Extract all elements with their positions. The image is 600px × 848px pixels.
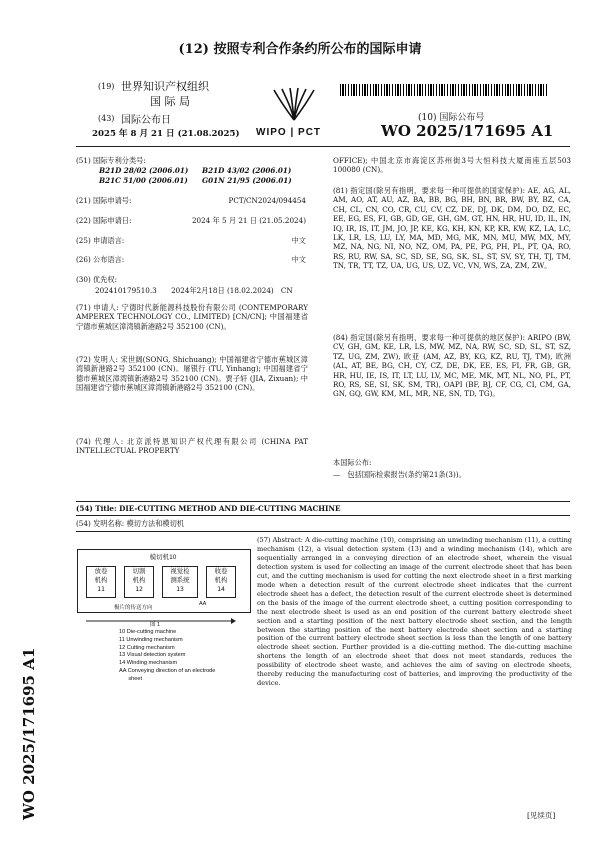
designated-states-81: (81) 指定国(除另有指明，要求每一种可提供的国家保护): AE, AG, AL, AM, AO, AT, AU, AZ, BA, BB, BG, BH, BN, BR, BW, BY, BZ, CA, CH, CL, CN, CO, CR, CU, CV, CZ, DE, DJ, DK, DM, DO, DZ, EC, EE, EG, ES, FI, GB, GD, GE, GH, GM, GT, HN, HR, HU, ID, IL, IN, IQ, IR, IS, IT, JM, JO, JP, KE, KG, KH, KN, KP, KR, KW, KZ, LA, LC, LK, LR, LS, LU, LY, MA, MD, MG, MK, MN, MU, MW, MX, MY, MZ, NA, NG, NI, NO, NZ, OM, PA, PE, PG, PH, PL, PT, QA, RO, RS, RU, RW, SA, SC, SD, SE, SG, SK, SL, ST, SV, SY, TH, TJ, TM, TN, TR, TT, TZ, UA, UG, US, UZ, VC, VN, WS, ZA, ZM, ZW。: [333, 186, 571, 271]
unit-number: 11: [97, 585, 105, 593]
designated-states-84: (84) 指定国(除另有指明，要求每一种可提供的地区保护): ARIPO (BW, CV, GH, GM, KE, LR, LS, MW, MZ, NA, RW, SC, SD, SL, ST, SZ, TZ, UG, ZM, ZW), 欧亚 (AM, AZ, BY, KG, KZ, RU, TJ, TM), 欧洲 (AL, AT, BE, BG, CH, CY, CZ, DE, DK, EE, ES, FI, FR, GB, GR, HR, HU, IE, IS, IT, LT, LU, LV, MC, ME, MK, MT, NL, NO, PL, PT, RO, RS, SE, SI, SK, SM, TR), OAPI (BF, BJ, CF, CG, CI, CM, GA, GN, GQ, GW, KM, ML, MR, NE, SN, TD, TG)。: [333, 333, 571, 399]
pubno-value: WO 2025/171695 A1: [381, 122, 554, 140]
figure-caption: 图 1: [150, 622, 161, 628]
org-number: (19): [98, 82, 115, 91]
ipc-2: B21D 43/02 (2006.01): [202, 166, 292, 175]
ipc-1: B21D 28/02 (2006.01): [99, 166, 189, 175]
arrow-label: 极片的传送方向: [114, 605, 153, 611]
legend-item: 13 Visual detection system: [119, 652, 186, 659]
pubdate-value: 2025 年 8 月 21 日 (21.08.2025): [92, 129, 240, 139]
agent: (74) 代理人: 北京派特恩知识产权代理有限公司 (CHINA PAT INTELLECTUAL PROPERTY: [76, 437, 308, 456]
unit-winding: [206, 566, 236, 598]
conveying-arrow-icon: [86, 610, 236, 618]
legend-item: 11 Unwinding mechanism: [119, 636, 183, 643]
unit-visual-detection: [162, 566, 198, 598]
ipc-label: (51) 国际专利分类号:: [76, 156, 146, 165]
filing-value: 2024 年 5 月 21 日 (21.05.2024): [191, 216, 306, 225]
continued-note: [见续页]: [527, 811, 556, 820]
unit-unwinding: [86, 566, 116, 598]
pubdate-label: 国际公布日: [121, 115, 171, 126]
unit-number: 14: [217, 585, 225, 593]
legend-item: 14 Winding mechanism: [119, 660, 178, 667]
barcode: [340, 84, 548, 96]
inventors: (72) 发明人: 宋世阔(SONG, Shichuang); 中国福建省宁德市蕉城区漳湾镇新港路2号 352100 (CN)。屠银行 (TU, Yinhang); 中国福建省宁德市蕉城区漳湾镇新港路2号 352100 (CN)。贾子轩 (JIA, Zixuan); 中国福建省宁德市蕉城区漳湾镇新港路2号 352100 (CN)。: [76, 355, 308, 393]
unit-number: 13: [176, 585, 184, 593]
document-title: (12) 按照专利合作条约所公布的国际申请: [178, 42, 422, 57]
header-divider: [76, 146, 570, 147]
lang1-value: 中文: [291, 236, 306, 245]
arrow-tag: AA: [199, 601, 207, 607]
pubdate-number: (43): [98, 114, 115, 123]
agent-office: OFFICE); 中国北京市海淀区苏州街3号大恒科技大厦南座五层503 100080 (CN)。: [333, 156, 571, 175]
published-label: 本国际公布:: [333, 458, 372, 467]
unit-name: 切割 机构: [132, 567, 146, 584]
lang2-label: (26) 公布语言:: [76, 255, 125, 264]
side-publication-number: WO 2025/171695 A1: [20, 647, 38, 820]
priority-value: 202410179510.3 2024年2月18日 (18.02.2024) CN: [95, 286, 293, 295]
title-chinese: (54) 发明名称: 模切方法和模切机: [76, 519, 184, 528]
appno-value: PCT/CN2024/094454: [228, 196, 306, 205]
figure-legend: [119, 629, 215, 684]
unit-cutting: [124, 566, 154, 598]
legend-item: sheet: [119, 675, 143, 682]
published-note: — 包括国际检索报告(条约第21条(3))。: [333, 470, 466, 479]
title-english: (54) Title: DIE-CUTTING METHOD AND DIE-CUTTING MACHINE: [76, 504, 341, 513]
ipc-4: G01N 21/95 (2006.01): [202, 176, 292, 185]
org-bureau: 国 际 局: [150, 95, 190, 108]
filing-label: (22) 国际申请日:: [76, 216, 132, 225]
abstract: (57) Abstract: A die-cutting machine (10), comprising an unwinding mechanism (11), a cutting mechanism (12), a visual detection system (13) and a winding mechanism (14), which are sequentially arranged in a conveying direction of an electrode sheet, wherein the visual detection system is used for collecting an image of the current electrode sheet that has been cut, and the cutting mechanism is used for cutting the next electrode sheet in a first marking mode when a detection result of the current electrode sheet indicates that the current electrode sheet has a defect, the detection result of the current electrode sheet is determined on the basis of the image of the current electrode sheet, a cutting position corresponding to the next electrode sheet is used as an end position of the current battery electrode sheet section and a starting position of the next battery electrode sheet section, and the length between the starting position of the next battery electrode sheet section and a starting position of the current battery electrode sheet section is less than the length of one battery electrode sheet section. Further provided is a die-cutting method. The die-cutting machine shortens the length of an electrode sheet that does not meet standards, reduces the possibility of electrode sheet waste, and achieves the aim of saving on electrode sheets, thereby reducing the manufacturing cost of batteries, and improving the productivity of the device.: [257, 536, 572, 688]
title-divider-top: [76, 501, 570, 502]
legend-item: AA Conveying direction of an electrode: [119, 667, 216, 674]
unit-name: 收卷 机构: [214, 567, 228, 584]
unit-name: 视觉检 测系统: [170, 567, 190, 584]
priority-label: (30) 优先权:: [76, 275, 118, 284]
org-name: 世界知识产权组织: [121, 80, 209, 93]
legend-item: 12 Cutting mechanism: [119, 644, 175, 651]
title-divider-mid: [76, 515, 570, 516]
lang1-label: (25) 申请语言:: [76, 236, 125, 245]
unit-number: 12: [135, 585, 143, 593]
pubno-label: (10) 国际公布号: [418, 113, 485, 123]
wipo-emblem-icon: [268, 86, 320, 124]
applicant: (71) 申请人: 宁德时代新能源科技股份有限公司 (CONTEMPORARY AMPEREX TECHNOLOGY CO., LIMITED) [CN/CN]; 中国福建省宁德市蕉城区漳湾镇新港路2号 352100 (CN)。: [76, 303, 308, 331]
ipc-3: B21C 51/00 (2006.01): [99, 176, 188, 185]
unit-name: 放卷 机构: [94, 567, 108, 584]
figure-title: 模切机10: [149, 554, 177, 561]
lang2-value: 中文: [291, 255, 306, 264]
legend-item: 10 Die-cutting machine: [119, 629, 177, 635]
wipo-pct-logo: WIPO | PCT: [256, 127, 322, 138]
appno-label: (21) 国际申请号:: [76, 196, 132, 205]
title-divider-bottom: [76, 531, 570, 532]
